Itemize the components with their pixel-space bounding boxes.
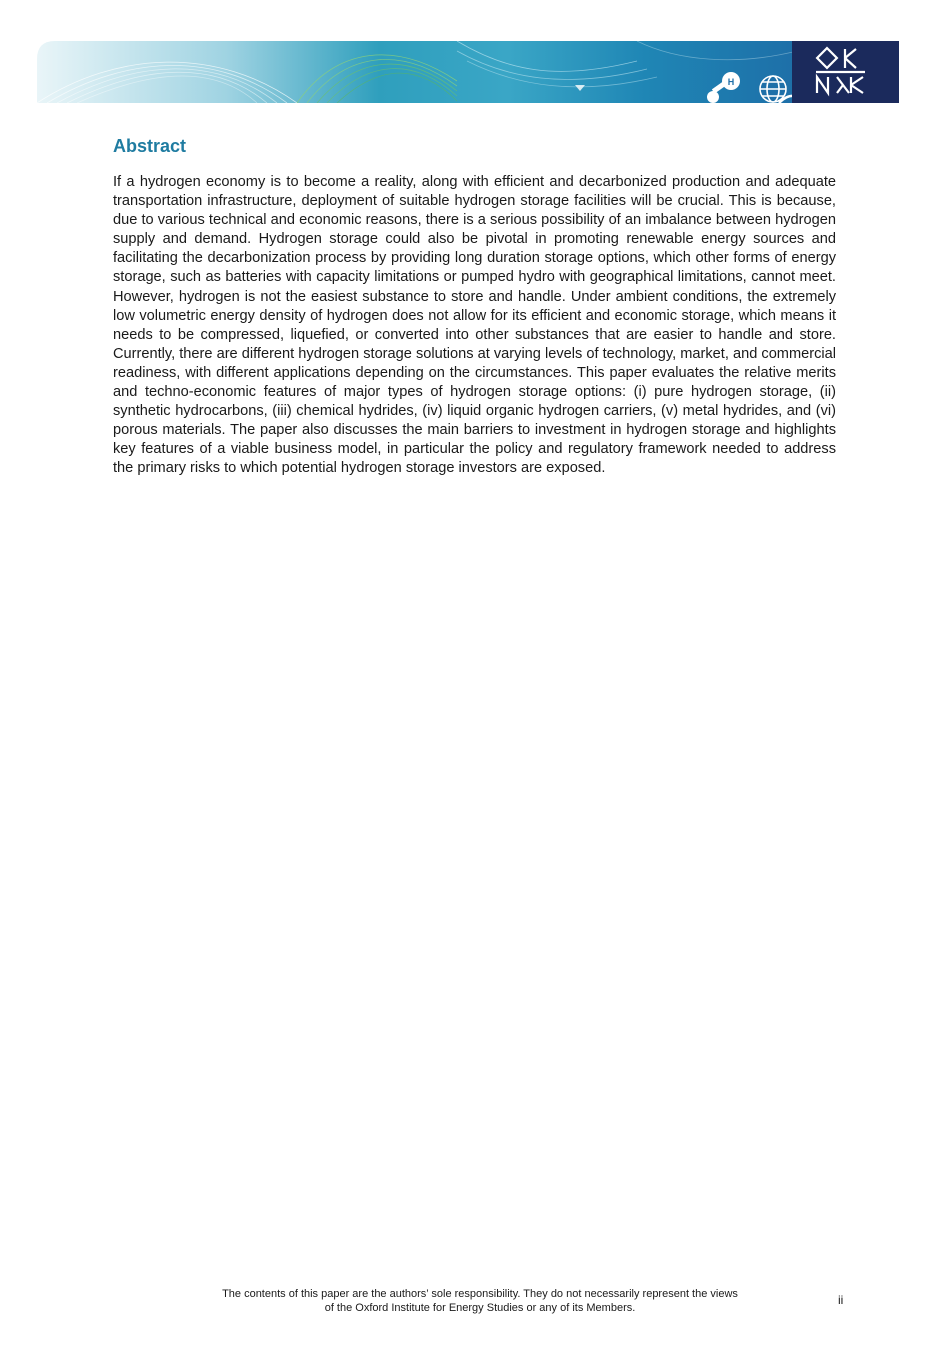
abstract-line: are exposed.: [521, 460, 606, 477]
abstract-line: storage options, which other forms of energy storage, such as batteries with capacity limitations or: [113, 250, 836, 286]
oies-logo-icon: [792, 41, 899, 103]
footer-disclaimer: [170, 1287, 790, 1315]
abstract-line: This is because, due to various technical and economic reasons, there is a serious possibility of an: [113, 193, 836, 229]
abstract-line: there are different hydrogen storage solutions at varying levels of technology, market, and commercial: [179, 345, 836, 362]
abstract-line: hydrogen storage and highlights key features of a viable business model, in particular the policy and: [113, 422, 836, 458]
abstract-line: substance to store and handle. Under ambient conditions, the extremely low volumetric energy density: [113, 288, 837, 324]
abstract-body: [113, 173, 836, 479]
abstract-line: readiness, with different applications depending on the circumstances. This paper evaluates the relative: [113, 364, 797, 381]
header-banner: [37, 41, 899, 103]
abstract-line: pumped hydro with geographical limitations, cannot meet. However, hydrogen is not the easiest: [113, 269, 836, 305]
abstract-line: imbalance between hydrogen supply and demand. Hydrogen storage could also be pivotal in promoting: [113, 212, 836, 248]
abstract-line: metal hydrides, and (vi) porous materials. The paper also discusses the main barriers to investment in: [113, 403, 836, 439]
abstract-line: If a hydrogen economy is to become a reality, along with efficient and decarbonized production and: [113, 174, 776, 190]
abstract-line: merits and techno-economic features of major types of hydrogen storage options: (i) pure hydrogen: [113, 364, 836, 401]
abstract-line: renewable energy sources and facilitating the decarbonization process by providing long duration: [113, 231, 837, 267]
page-number: ii: [838, 1293, 844, 1307]
abstract-line: regulatory framework needed to address the primary risks to which potential hydrogen storage investors: [113, 441, 836, 477]
abstract-line: of hydrogen does not allow for its efficient and economic storage, which means it needs to be: [113, 307, 836, 343]
abstract-line: storage, (ii) synthetic hydrocarbons, (iii) chemical hydrides, (iv) liquid organic hydrogen carriers, (v): [113, 384, 836, 420]
abstract-line: adequate transportation infrastructure, deployment of suitable hydrogen storage facilities will be crucial.: [113, 174, 836, 210]
svg-text:H: H: [727, 77, 735, 87]
abstract-heading: Abstract: [113, 136, 187, 156]
footer-disclaimer-line-2: of the Oxford Institute for Energy Studies or any of its Members.: [324, 1302, 636, 1314]
footer-disclaimer-line-1: The contents of this paper are the authors’ sole responsibility. They do not necessarily represent the views: [222, 1288, 738, 1300]
abstract-line: compressed, liquefied, or converted into other substances that are easier to handle and store. Currently,: [113, 326, 836, 362]
